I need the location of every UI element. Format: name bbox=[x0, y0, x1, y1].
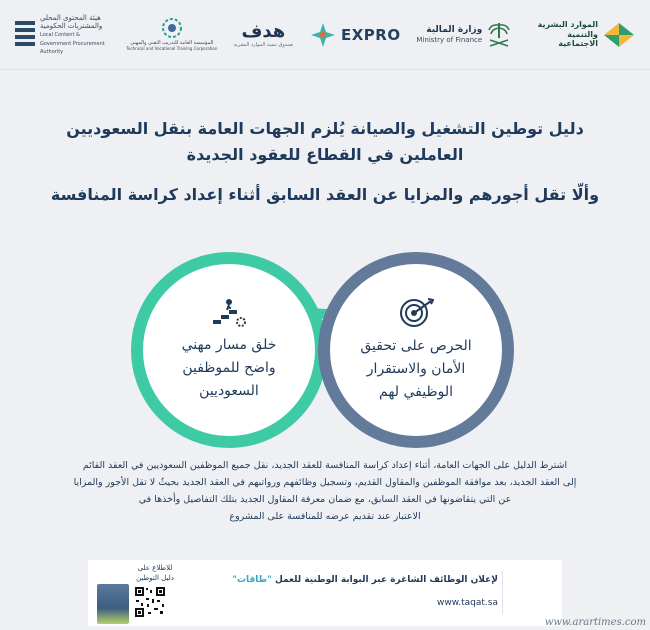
qr-code[interactable] bbox=[134, 586, 166, 618]
qr-label bbox=[122, 563, 188, 583]
announce-prefix: لإعلان الوظائف الشاغرة عبر البوابة الوطنية للعمل bbox=[274, 575, 498, 585]
left-circle-line-2: واضح للموظفين bbox=[182, 359, 276, 376]
career-climb-icon bbox=[209, 298, 249, 328]
taqat-announcement bbox=[230, 575, 498, 585]
site-watermark: www.arartimes.com bbox=[544, 617, 646, 628]
hadaf-logo bbox=[234, 21, 294, 48]
body-line-2: إلى العقد الجديد، بعد موافقة الموظفين والمقاول القديم، وتسجيل وظائفهم ورواتبهم في العقد الجديد بحيثُ لا تقل الأجور والمزايا bbox=[73, 477, 577, 488]
body-line-4: الاعتبار عند تقديم عرضه للمنافسة على المشروع bbox=[229, 511, 421, 522]
announce-quote: "طاقات" bbox=[232, 575, 272, 585]
target-icon bbox=[398, 297, 434, 329]
lcgpa-ar: هيئة المحتوى المحلي والمشتريات الحكومية bbox=[40, 13, 103, 30]
palm-sword-icon bbox=[486, 20, 512, 50]
tvtc-mark-icon bbox=[159, 17, 185, 39]
left-circle-line-3: السعوديين bbox=[199, 382, 259, 399]
mof-logo bbox=[416, 20, 512, 50]
hrsd-logo bbox=[528, 20, 636, 50]
hadaf-sub: صندوق تنمية الموارد البشرية bbox=[233, 42, 294, 48]
footer-divider bbox=[502, 570, 503, 614]
career-path-circle bbox=[131, 252, 327, 448]
body-line-3: عن التي يتقاضونها في العقد السابق، مع ضمان معرفة المقاول الجديد بتلك التفاصيل وأخذها في bbox=[138, 494, 512, 505]
right-circle-line-3: الوظيفي لهم bbox=[379, 383, 453, 400]
lcgpa-logo bbox=[14, 14, 110, 56]
qr-label-line-1: للاطلاع على bbox=[137, 564, 173, 572]
job-security-circle bbox=[318, 252, 514, 448]
expro-logo bbox=[309, 21, 401, 49]
headline-line-2: العاملين في القطاع للعقود الجديدة bbox=[186, 145, 464, 164]
logo-bar bbox=[0, 0, 650, 70]
lcgpa-mark-icon bbox=[14, 19, 36, 49]
taqat-url[interactable]: www.taqat.sa bbox=[437, 598, 498, 608]
left-circle-line-1: خلق مسار مهني bbox=[181, 336, 277, 353]
headline-main bbox=[20, 116, 630, 168]
tvtc-ar: المؤسسة العامة للتدريب التقني والمهني bbox=[130, 40, 214, 46]
body-line-1: اشترط الدليل على الجهات العامة، أثناء إعداد كراسة المنافسة للعقد الجديد، نقل جميع الموظفين السعوديين في العقد القائم bbox=[82, 460, 568, 471]
hrsd-mark-icon bbox=[602, 20, 636, 50]
headline-sub: وألّا تقل أجورهم والمزايا عن العقد السابق أثناء إعداد كراسة المنافسة bbox=[50, 185, 600, 204]
tvtc-logo bbox=[126, 17, 218, 52]
lcgpa-en: Local Content & Government Procurement Authority bbox=[40, 32, 105, 56]
mof-ar: وزارة المالية bbox=[426, 24, 483, 35]
right-circle-line-1: الحرص على تحقيق bbox=[360, 337, 472, 354]
body-paragraph bbox=[22, 457, 628, 525]
right-circle-line-2: الأمان والاستقرار bbox=[366, 360, 466, 377]
headline-line-1: دليل توطين التشغيل والصيانة يُلزم الجهات العامة بنقل السعوديين bbox=[66, 119, 584, 138]
hadaf-name: هدف bbox=[241, 21, 286, 42]
expro-mark-icon bbox=[309, 21, 337, 49]
guide-book-cover bbox=[97, 584, 129, 624]
hrsd-ar: الموارد البشرية والتنمية الاجتماعية bbox=[537, 20, 598, 49]
qr-label-line-2: دليل التوطين bbox=[136, 574, 174, 582]
tvtc-en: Technical and Vocational Training Corporation bbox=[126, 46, 218, 51]
expro-name: EXPRO bbox=[341, 25, 401, 44]
mof-en: Ministry of Finance bbox=[416, 35, 483, 44]
